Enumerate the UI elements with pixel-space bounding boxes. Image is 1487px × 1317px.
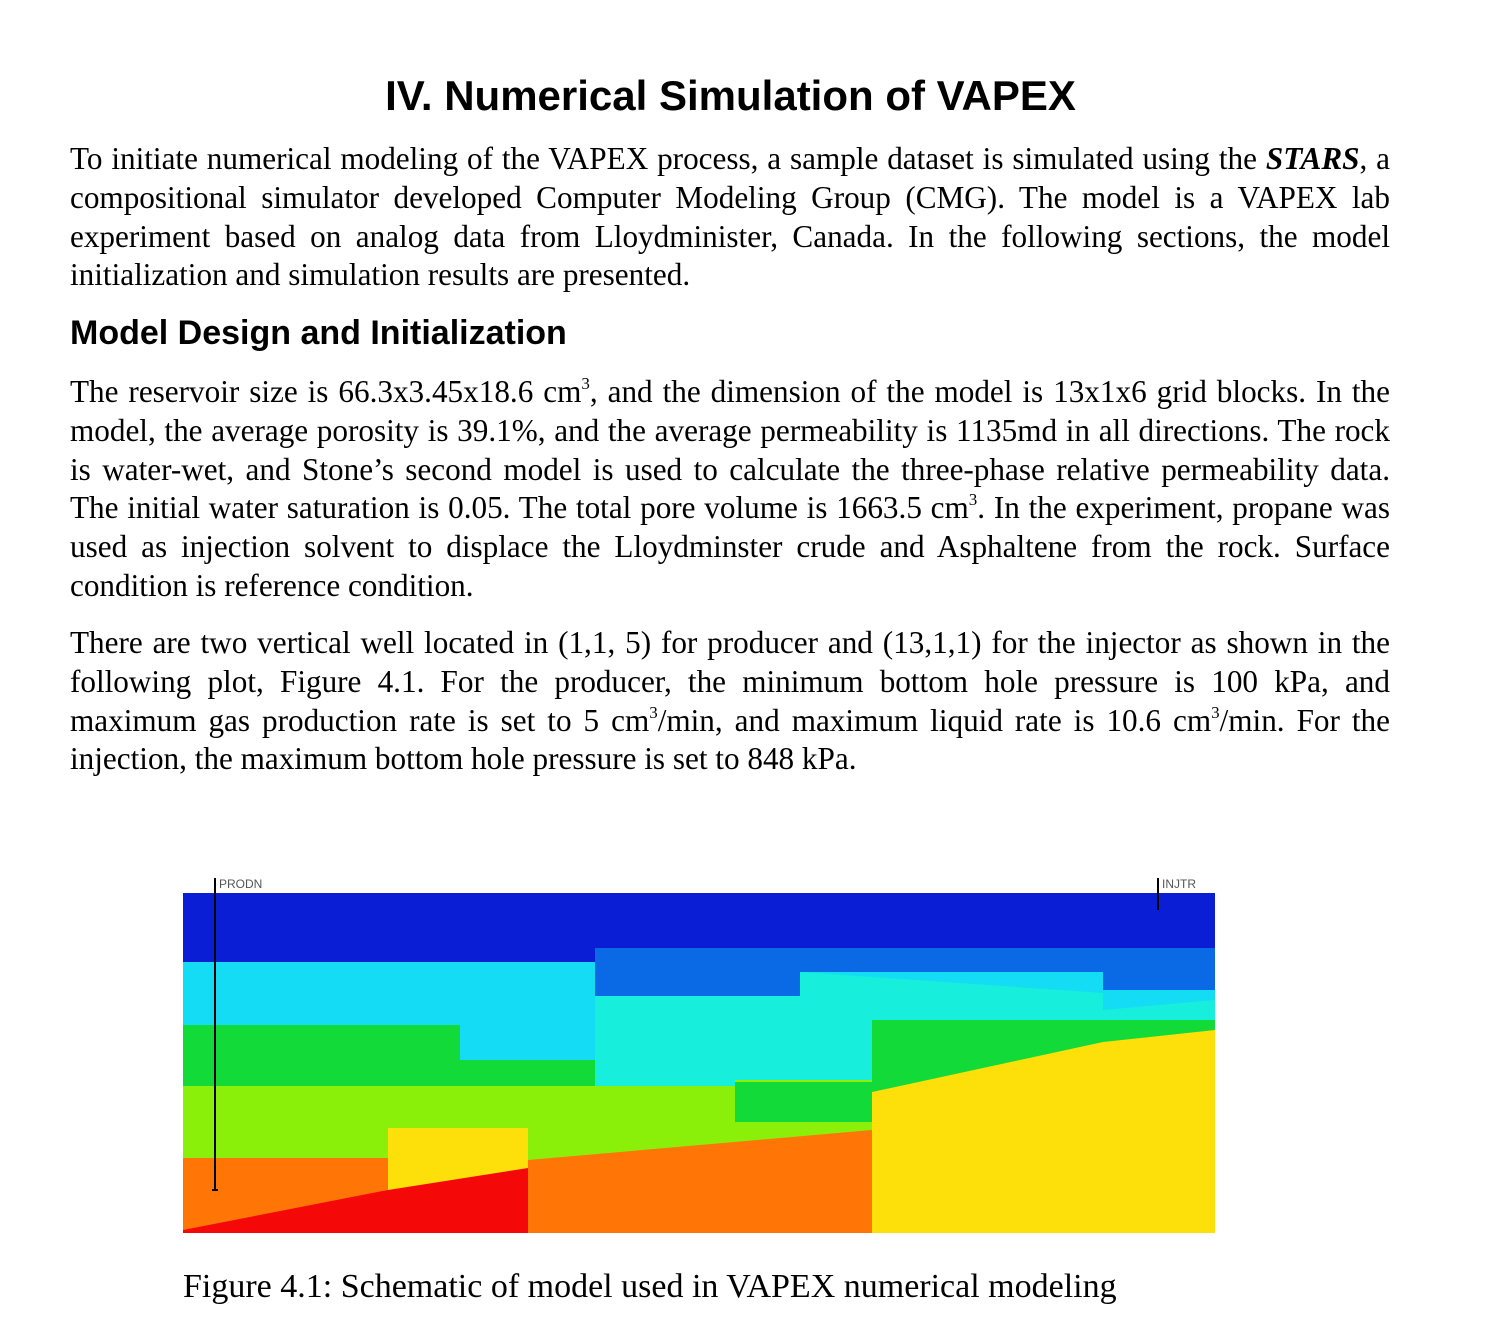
model-text-3: . In the experiment, propane was used as injection solvent to displace the Lloydminster crude and Asphaltene from the rock. Surface condition is reference condition. bbox=[70, 490, 1391, 603]
subsection-title: Model Design and Initialization bbox=[70, 314, 567, 352]
superscript-3: 3 bbox=[649, 702, 658, 722]
wells-text-3: /min. For the injection, the maximum bottom hole pressure is set to 848 kPa. bbox=[70, 702, 1390, 777]
superscript-3: 3 bbox=[968, 490, 978, 510]
intro-text-2: , a compositional simulator developed Computer Modeling Group (CMG). The model is a VAPEX lab experiment based on analog data from Lloydminister, Canada. In the following sections, the model initialization and simulation results are presented. bbox=[70, 141, 1391, 293]
reservoir-grid bbox=[183, 893, 1215, 1233]
injector-label: INJTR bbox=[1162, 877, 1196, 891]
wells-text-2: /min, and maximum liquid rate is 10.6 cm bbox=[657, 702, 1212, 738]
producer-label: PRODN bbox=[219, 877, 263, 891]
superscript-3: 3 bbox=[581, 374, 590, 393]
wells-paragraph bbox=[70, 624, 1390, 779]
figure-caption: Figure 4.1: Schematic of model used in VAPEX numerical modeling bbox=[183, 1268, 1117, 1305]
model-design-paragraph bbox=[70, 373, 1390, 606]
layer-green-block bbox=[735, 1082, 872, 1122]
model-text-1: The reservoir size is 66.3x3.45x18.6 cm bbox=[70, 374, 582, 409]
intro-text-1: To initiate numerical modeling of the VAPEX process, a sample dataset is simulated using the bbox=[70, 141, 1266, 176]
model-schematic bbox=[175, 860, 1225, 1240]
stars-emphasis: STARS bbox=[1265, 141, 1360, 176]
superscript-3: 3 bbox=[1211, 702, 1220, 722]
intro-paragraph bbox=[70, 140, 1390, 295]
model-schematic-figure bbox=[175, 860, 1225, 1240]
section-title: IV. Numerical Simulation of VAPEX bbox=[385, 72, 1076, 119]
layer-yellow-base bbox=[872, 1096, 1215, 1233]
model-text-2: , and the dimension of the model is 13x1x6 grid blocks. In the model, the average porosity is 39.1%, and the average permeability is 1135md in all directions. The rock is water-wet, and Stone’s second model is used to calculate the three-phase relative permeability data. The initial water saturation is 0.05. The total pore volume is 1663.5 cm bbox=[70, 374, 1390, 526]
wells-text-1: There are two vertical well located in (1,1, 5) for producer and (13,1,1) for the injector as shown in the following plot, Figure 4.1. For the producer, the minimum bottom hole pressure is 100 kPa, and maximum gas production rate is set to 5 cm bbox=[70, 625, 1390, 738]
